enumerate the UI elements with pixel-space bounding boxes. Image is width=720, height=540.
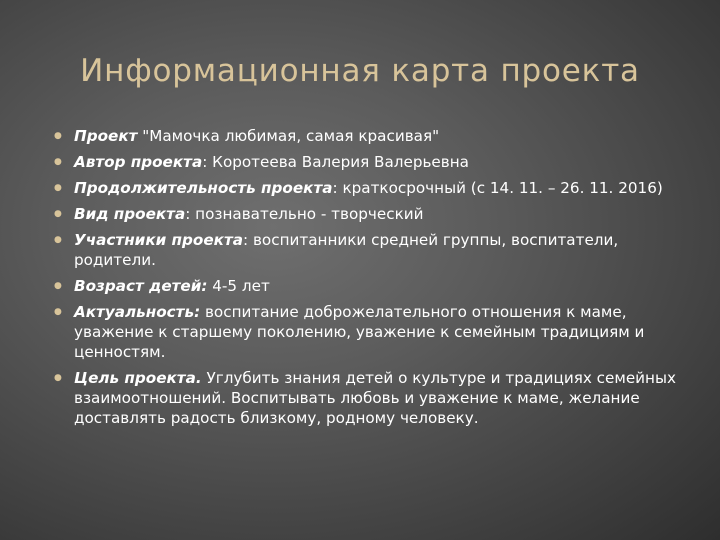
- list-item: [52, 302, 682, 362]
- item-term: Участники проекта: [74, 231, 244, 249]
- item-term: Автор проекта: [74, 153, 203, 171]
- bullet-dot-icon: ●: [54, 235, 62, 245]
- list-item: [52, 178, 682, 198]
- item-text: : Коротеева Валерия Валерьевна: [202, 153, 469, 171]
- bullet-dot-icon: ●: [54, 183, 62, 193]
- bullet-dot-icon: ●: [54, 373, 62, 383]
- item-term: Актуальность:: [74, 303, 201, 321]
- item-term: Проект: [74, 127, 138, 145]
- list-item: [52, 152, 682, 172]
- item-term: Цель проекта.: [74, 369, 202, 387]
- bullet-dot-icon: ●: [54, 307, 62, 317]
- item-text: воспитание доброжелательного отношения к маме, уважение к старшему поколению, уважение к семейным традициям и ценностям.: [74, 303, 645, 361]
- item-text: Углубить знания детей о культуре и традициях семейных взаимоотношений. Воспитывать любовь и уважение к маме, желание доставлять радость близкому, родному человеку.: [74, 369, 676, 427]
- item-text: : воспитанники средней группы, воспитатели, родители.: [74, 231, 619, 269]
- bullet-dot-icon: ●: [54, 131, 62, 141]
- list-item: [52, 276, 682, 296]
- slide-title: Информационная карта проекта: [80, 52, 640, 89]
- list-item: [52, 368, 682, 428]
- bullet-dot-icon: ●: [54, 209, 62, 219]
- item-text: : краткосрочный (с 14. 11. – 26. 11. 2016): [332, 179, 663, 197]
- list-item: [52, 230, 682, 270]
- info-list: [52, 126, 682, 434]
- item-text: : познавательно - творческий: [185, 205, 424, 223]
- item-term: Вид проекта: [74, 205, 186, 223]
- item-text: 4-5 лет: [207, 277, 270, 295]
- item-term: Продолжительность проекта: [74, 179, 333, 197]
- list-item: [52, 126, 682, 146]
- item-text: "Мамочка любимая, самая красивая": [137, 127, 440, 145]
- item-term: Возраст детей:: [74, 277, 208, 295]
- list-item: [52, 204, 682, 224]
- bullet-dot-icon: ●: [54, 157, 62, 167]
- bullet-dot-icon: ●: [54, 281, 62, 291]
